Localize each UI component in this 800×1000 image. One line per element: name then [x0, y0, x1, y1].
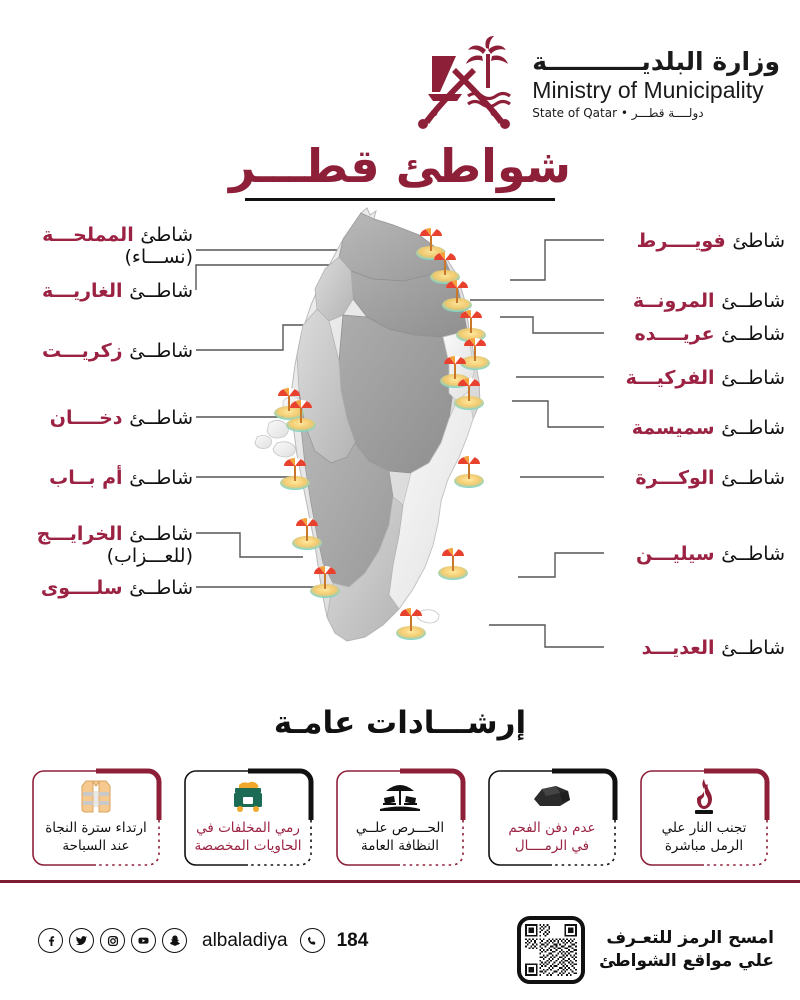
life-vest-icon	[79, 776, 113, 816]
label-prefix: شاطــئ	[721, 417, 785, 439]
card-line-2: النظافة العامة	[360, 837, 440, 854]
beach-label-simaisma[interactable]	[632, 417, 785, 439]
beach-parasol-icon	[378, 776, 422, 816]
ministry-name-ar: وزارة البلديـــــــــــة	[532, 47, 780, 76]
beach-label-sealine[interactable]	[636, 543, 785, 565]
beach-label-fuwairit[interactable]	[637, 230, 785, 252]
phone-icon[interactable]	[300, 928, 325, 953]
label-name: سميسمة	[631, 417, 715, 439]
label-name: الغاريـــة	[41, 280, 123, 302]
ministry-logo	[410, 36, 780, 132]
youtube-icon[interactable]	[131, 928, 156, 953]
guideline-card-charcoal[interactable]	[482, 768, 622, 868]
label-name: دخــــان	[49, 407, 123, 429]
card-text	[37, 820, 155, 855]
charcoal-icon	[530, 776, 574, 816]
social-handle: albaladiya	[202, 929, 288, 951]
label-prefix: شاطــئ	[721, 290, 785, 312]
instagram-icon[interactable]	[100, 928, 125, 953]
card-line-1: عدم دفن الفحم	[508, 820, 596, 836]
qr-instruction	[599, 927, 774, 973]
label-prefix: شاطــئ	[129, 577, 193, 599]
label-prefix: شاطــئ	[721, 543, 785, 565]
label-name: سيليـــن	[636, 543, 715, 565]
qr-line-1: امسح الرمز للتعـرف	[606, 928, 774, 949]
card-line-1: الحـــرص علــي	[355, 820, 445, 836]
qr-line-2: علي مواقع الشواطئ	[599, 951, 774, 971]
ministry-name-en: Ministry of Municipality	[532, 77, 764, 103]
label-prefix: شاطئ	[732, 230, 785, 252]
facebook-icon[interactable]	[38, 928, 63, 953]
beach-label-malaha[interactable]	[42, 224, 193, 269]
beach-label-umm-bab[interactable]	[49, 467, 193, 489]
card-line-1: تجنب النار علي	[661, 820, 747, 836]
label-name: المملحـــة	[42, 224, 134, 246]
label-name: فويــــرط	[636, 230, 726, 252]
card-text	[500, 820, 603, 855]
twitter-icon[interactable]	[69, 928, 94, 953]
guideline-card-cleanliness[interactable]	[330, 768, 470, 868]
card-line-1: رمي المخلفات في	[196, 820, 300, 836]
footer	[0, 900, 800, 1000]
beach-label-kharayej[interactable]	[37, 523, 193, 568]
qatar-map	[243, 205, 563, 705]
label-name: سلــــوى	[40, 577, 123, 599]
hotline-number: 184	[336, 929, 369, 951]
card-text	[186, 820, 309, 855]
guideline-card-fire[interactable]	[634, 768, 774, 868]
card-line-1: ارتداء سترة النجاة	[45, 820, 147, 836]
label-prefix: شاطــئ	[129, 467, 193, 489]
state-of-qatar-line: دولــــة قطـــر • State of Qatar	[532, 106, 704, 120]
label-name: العديـــد	[641, 637, 715, 659]
label-prefix: شاطــئ	[129, 523, 193, 545]
flame-icon	[689, 776, 719, 816]
card-text	[654, 820, 755, 855]
qr-section	[517, 916, 774, 984]
footer-divider	[0, 880, 800, 883]
beach-label-zekreet[interactable]	[42, 340, 193, 362]
card-line-2: في الرمــــال	[514, 837, 590, 854]
beach-label-dukhan[interactable]	[50, 407, 193, 429]
label-prefix: شاطــئ	[129, 340, 193, 362]
label-name: الخرايـــج	[36, 523, 123, 545]
card-line-2: عند السباحة	[62, 837, 130, 854]
header	[0, 36, 800, 146]
label-prefix: شاطــئ	[721, 637, 785, 659]
guidelines-cards	[26, 768, 774, 868]
label-prefix: شاطئ	[140, 224, 193, 246]
beach-label-wakra[interactable]	[635, 467, 785, 489]
label-sub: (نســـاء)	[124, 246, 193, 269]
label-prefix: شاطــئ	[129, 407, 193, 429]
guideline-card-waste-container[interactable]	[178, 768, 318, 868]
label-prefix: شاطــئ	[721, 323, 785, 345]
beach-label-marouna[interactable]	[633, 290, 785, 312]
label-prefix: شاطــئ	[129, 280, 193, 302]
beach-label-salwa[interactable]	[41, 577, 193, 599]
beach-label-udeid[interactable]	[642, 637, 785, 659]
label-name: أم بــاب	[49, 467, 123, 489]
beach-label-gharia[interactable]	[42, 280, 193, 302]
social-links	[38, 928, 368, 953]
ministry-logo-text	[532, 49, 780, 119]
snapchat-icon[interactable]	[162, 928, 187, 953]
label-name: المرونــة	[632, 290, 715, 312]
label-sub: (للعـــزاب)	[106, 545, 193, 568]
card-line-2: الرمل مباشرة	[664, 837, 744, 854]
label-name: عريــــده	[634, 323, 715, 345]
beach-label-farkiya[interactable]	[626, 367, 785, 389]
qr-code[interactable]	[517, 916, 585, 984]
label-prefix: شاطــئ	[721, 467, 785, 489]
guideline-card-life-vest[interactable]	[26, 768, 166, 868]
title-underline	[245, 198, 555, 201]
page-title-block	[0, 139, 800, 201]
guidelines-heading: إرشـــادات عامـة	[273, 705, 527, 741]
card-text	[348, 820, 452, 855]
label-name: زكريـــت	[42, 340, 123, 362]
waste-container-icon	[229, 776, 267, 816]
label-name: الفركيـــة	[625, 367, 715, 389]
qatar-state-emblem-icon	[410, 36, 518, 132]
label-name: الوكـــرة	[635, 467, 715, 489]
card-line-2: الحاويات المخصصة	[194, 837, 302, 854]
qatar-map-area	[0, 205, 800, 705]
page-title: شواطئ قطـــر	[228, 139, 572, 193]
label-prefix: شاطــئ	[721, 367, 785, 389]
beach-label-ureida[interactable]	[634, 323, 785, 345]
